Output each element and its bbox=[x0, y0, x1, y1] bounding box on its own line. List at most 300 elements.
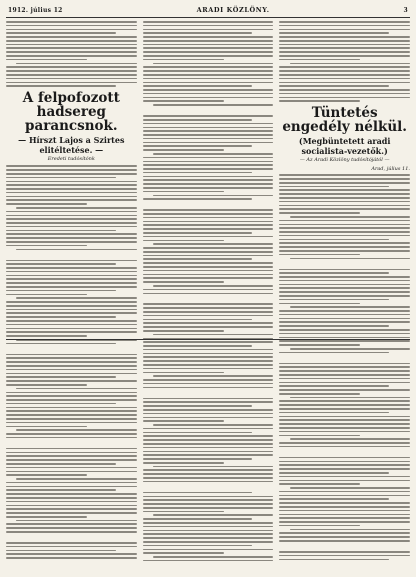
text-line bbox=[16, 297, 136, 299]
text-line bbox=[6, 335, 87, 337]
dateline-tuntetes: Arad, július 11. bbox=[279, 166, 410, 172]
text-line bbox=[143, 119, 253, 121]
text-line bbox=[153, 514, 273, 516]
text-line bbox=[6, 455, 137, 457]
text-line bbox=[143, 417, 274, 419]
text-line bbox=[279, 416, 410, 418]
text-line bbox=[153, 153, 273, 155]
text-line bbox=[6, 380, 137, 382]
text-line bbox=[6, 489, 116, 491]
text-line bbox=[6, 357, 137, 359]
text-line bbox=[16, 63, 136, 65]
text-line bbox=[279, 559, 389, 561]
text-line bbox=[6, 59, 87, 61]
text-line bbox=[143, 97, 274, 99]
text-line bbox=[143, 240, 224, 242]
text-line bbox=[143, 270, 274, 272]
text-line bbox=[6, 527, 137, 529]
text-line bbox=[279, 404, 410, 406]
text-line bbox=[143, 134, 274, 136]
issue-date: 1912. július 12 bbox=[8, 7, 63, 14]
column-left bbox=[6, 21, 137, 561]
text-line bbox=[143, 401, 274, 403]
text-line bbox=[279, 389, 410, 391]
text-line bbox=[6, 271, 137, 273]
text-line bbox=[143, 176, 274, 178]
text-line bbox=[6, 459, 137, 461]
text-line bbox=[6, 448, 137, 450]
text-columns bbox=[6, 21, 410, 561]
text-line bbox=[6, 25, 137, 27]
paragraph-gap bbox=[143, 485, 274, 490]
text-line bbox=[279, 517, 410, 519]
text-line bbox=[279, 295, 410, 297]
text-line bbox=[290, 438, 410, 440]
subheadline-hadsereg: — Hírszt Lajos a Szirtes elitéltetése. — bbox=[6, 135, 137, 155]
text-line bbox=[279, 220, 410, 222]
text-line bbox=[6, 222, 137, 224]
text-line bbox=[143, 454, 274, 456]
text-line bbox=[143, 66, 274, 68]
text-line bbox=[6, 47, 137, 49]
text-line bbox=[279, 212, 360, 214]
paragraph-gap bbox=[279, 544, 410, 549]
article-text-block bbox=[6, 21, 137, 87]
text-line bbox=[6, 410, 137, 412]
text-line bbox=[6, 373, 137, 375]
text-line bbox=[143, 262, 274, 264]
text-line bbox=[6, 486, 137, 488]
text-line bbox=[143, 330, 224, 332]
text-line bbox=[143, 149, 224, 151]
text-line bbox=[279, 423, 410, 425]
text-line bbox=[279, 193, 410, 195]
text-line bbox=[143, 32, 253, 34]
text-line bbox=[143, 93, 274, 95]
text-line bbox=[143, 552, 224, 554]
text-line bbox=[143, 507, 274, 509]
text-line bbox=[143, 533, 274, 535]
text-line bbox=[6, 305, 137, 307]
text-line bbox=[279, 276, 410, 278]
text-line bbox=[6, 74, 137, 76]
text-line bbox=[6, 241, 137, 243]
text-line bbox=[143, 409, 274, 411]
text-line bbox=[143, 127, 274, 129]
text-line bbox=[143, 59, 224, 61]
text-line bbox=[6, 546, 137, 548]
text-line bbox=[143, 368, 274, 370]
text-line bbox=[290, 63, 410, 65]
text-line bbox=[6, 324, 137, 326]
text-line bbox=[6, 263, 116, 265]
paragraph-gap bbox=[6, 441, 137, 446]
text-line bbox=[279, 427, 410, 429]
text-line bbox=[143, 255, 274, 257]
text-line bbox=[279, 510, 410, 512]
text-line bbox=[6, 44, 137, 46]
text-line bbox=[143, 221, 274, 223]
text-line bbox=[279, 186, 389, 188]
text-line bbox=[16, 388, 136, 390]
text-line bbox=[6, 471, 137, 473]
text-line bbox=[279, 525, 360, 527]
text-line bbox=[6, 474, 87, 476]
text-line bbox=[6, 523, 137, 525]
text-line bbox=[153, 285, 273, 287]
text-line bbox=[279, 408, 410, 410]
text-line bbox=[6, 192, 137, 194]
text-line bbox=[6, 331, 137, 333]
text-line bbox=[153, 243, 273, 245]
text-line bbox=[6, 188, 137, 190]
newspaper-page bbox=[6, 6, 410, 565]
newspaper-title: ARADI KÖZLÖNY. bbox=[197, 6, 270, 14]
text-line bbox=[143, 168, 274, 170]
text-line bbox=[143, 258, 253, 260]
text-line bbox=[6, 376, 116, 378]
text-line bbox=[279, 85, 389, 87]
text-line bbox=[290, 216, 410, 218]
text-line bbox=[143, 198, 253, 200]
text-line bbox=[6, 286, 137, 288]
text-line bbox=[6, 51, 137, 53]
text-line bbox=[6, 452, 137, 454]
paragraph-gap bbox=[143, 202, 274, 207]
paragraph-gap bbox=[6, 347, 137, 352]
text-line bbox=[279, 239, 389, 241]
masthead bbox=[6, 6, 410, 18]
text-line bbox=[153, 104, 273, 106]
text-line bbox=[143, 462, 224, 464]
text-line bbox=[143, 451, 274, 453]
text-line bbox=[279, 491, 410, 493]
text-line bbox=[279, 97, 410, 99]
text-line bbox=[143, 247, 274, 249]
text-line bbox=[290, 348, 410, 350]
paragraph-gap bbox=[279, 355, 410, 360]
text-line bbox=[143, 432, 253, 434]
article-text-block bbox=[143, 21, 274, 561]
text-line bbox=[6, 165, 137, 167]
text-line bbox=[143, 481, 274, 483]
text-line bbox=[279, 325, 389, 327]
text-line bbox=[6, 70, 137, 72]
text-line bbox=[143, 161, 274, 163]
text-line bbox=[279, 461, 410, 463]
text-line bbox=[6, 260, 137, 262]
text-line bbox=[6, 237, 137, 239]
text-line bbox=[279, 480, 410, 482]
text-line bbox=[143, 447, 274, 449]
text-line bbox=[6, 218, 137, 220]
text-line bbox=[279, 197, 410, 199]
text-line bbox=[6, 36, 137, 38]
text-line bbox=[153, 466, 273, 468]
paragraph-gap bbox=[143, 296, 274, 301]
text-line bbox=[6, 173, 137, 175]
text-line bbox=[143, 274, 274, 276]
text-line bbox=[143, 511, 224, 513]
text-line bbox=[279, 70, 410, 72]
article-text-block bbox=[279, 174, 410, 561]
text-line bbox=[279, 303, 360, 305]
text-line bbox=[279, 442, 410, 444]
text-line bbox=[6, 531, 137, 533]
text-line bbox=[279, 82, 410, 84]
text-line bbox=[143, 70, 274, 72]
text-line bbox=[6, 85, 116, 87]
text-line bbox=[6, 365, 137, 367]
text-line bbox=[143, 341, 274, 343]
text-line bbox=[279, 435, 360, 437]
text-line bbox=[279, 51, 410, 53]
text-line bbox=[290, 306, 410, 308]
text-line bbox=[143, 251, 274, 253]
text-line bbox=[143, 549, 274, 551]
text-line bbox=[143, 383, 274, 385]
text-line bbox=[143, 236, 274, 238]
text-line bbox=[143, 289, 274, 291]
text-line bbox=[6, 501, 137, 503]
text-line bbox=[279, 59, 360, 61]
text-line bbox=[143, 224, 274, 226]
column-right bbox=[279, 21, 410, 561]
text-line bbox=[143, 496, 274, 498]
text-line bbox=[290, 529, 410, 531]
text-line bbox=[279, 287, 410, 289]
text-line bbox=[279, 412, 389, 414]
text-line bbox=[143, 164, 274, 166]
text-line bbox=[16, 207, 136, 209]
text-line bbox=[6, 203, 87, 205]
text-line bbox=[143, 266, 274, 268]
text-line bbox=[279, 29, 410, 31]
text-line bbox=[143, 413, 274, 415]
text-line bbox=[279, 333, 410, 335]
article-text-block bbox=[279, 21, 410, 102]
text-line bbox=[279, 555, 410, 557]
text-line bbox=[6, 463, 116, 465]
text-line bbox=[6, 316, 116, 318]
text-line bbox=[6, 369, 137, 371]
text-line bbox=[279, 25, 410, 27]
text-line bbox=[143, 315, 274, 317]
text-line bbox=[6, 312, 137, 314]
column-middle bbox=[143, 21, 274, 561]
text-line bbox=[279, 363, 410, 365]
text-line bbox=[279, 250, 410, 252]
text-line bbox=[6, 399, 137, 401]
text-line bbox=[6, 275, 137, 277]
text-line bbox=[143, 522, 274, 524]
text-line bbox=[6, 226, 137, 228]
text-line bbox=[143, 47, 274, 49]
text-line bbox=[16, 429, 136, 431]
paragraph-gap bbox=[143, 390, 274, 395]
text-line bbox=[290, 397, 410, 399]
text-line bbox=[279, 174, 410, 176]
text-line bbox=[279, 208, 410, 210]
text-line bbox=[143, 82, 274, 84]
text-line bbox=[143, 29, 274, 31]
text-line bbox=[279, 89, 410, 91]
text-line bbox=[279, 393, 360, 395]
text-line bbox=[143, 55, 274, 57]
text-line bbox=[16, 478, 136, 480]
text-line bbox=[279, 514, 410, 516]
text-line bbox=[279, 374, 410, 376]
text-line bbox=[6, 422, 137, 424]
text-line bbox=[143, 232, 253, 234]
text-line bbox=[143, 530, 274, 532]
text-line bbox=[143, 503, 274, 505]
text-line bbox=[279, 370, 410, 372]
text-line bbox=[279, 352, 389, 354]
text-line bbox=[143, 420, 224, 422]
text-line bbox=[143, 209, 274, 211]
text-line bbox=[143, 469, 274, 471]
text-line bbox=[6, 553, 137, 555]
paragraph-gap bbox=[143, 108, 274, 113]
byline-tuntetes: — Az Aradi Közlöny tudósítójától — bbox=[279, 157, 410, 163]
text-line bbox=[143, 545, 253, 547]
text-line bbox=[279, 44, 410, 46]
text-line bbox=[143, 44, 274, 46]
text-line bbox=[143, 213, 274, 215]
text-line bbox=[279, 419, 410, 421]
text-line bbox=[6, 392, 137, 394]
text-line bbox=[279, 536, 410, 538]
text-line bbox=[279, 476, 410, 478]
text-line bbox=[143, 443, 274, 445]
text-line bbox=[279, 284, 410, 286]
text-line bbox=[143, 349, 274, 351]
text-line bbox=[279, 385, 389, 387]
text-line bbox=[6, 196, 137, 198]
text-line bbox=[6, 177, 116, 179]
text-line bbox=[279, 521, 410, 523]
paragraph-gap bbox=[279, 261, 410, 266]
text-line bbox=[279, 100, 360, 102]
text-line bbox=[279, 483, 360, 485]
text-line bbox=[143, 130, 274, 132]
text-line bbox=[6, 414, 137, 416]
text-line bbox=[143, 405, 253, 407]
text-line bbox=[279, 366, 410, 368]
text-line bbox=[143, 499, 274, 501]
text-line bbox=[6, 542, 137, 544]
text-line bbox=[279, 201, 410, 203]
text-line bbox=[279, 400, 410, 402]
text-line bbox=[279, 178, 410, 180]
text-line bbox=[143, 322, 274, 324]
text-line bbox=[290, 487, 410, 489]
text-line bbox=[143, 541, 274, 543]
text-line bbox=[153, 63, 273, 65]
text-line bbox=[279, 321, 410, 323]
text-line bbox=[6, 290, 116, 292]
text-line bbox=[6, 301, 137, 303]
text-line bbox=[6, 294, 87, 296]
text-line bbox=[279, 498, 389, 500]
text-line bbox=[279, 205, 410, 207]
text-line bbox=[6, 426, 87, 428]
text-line bbox=[143, 458, 253, 460]
text-line bbox=[6, 467, 137, 469]
text-line bbox=[279, 495, 410, 497]
text-line bbox=[6, 278, 137, 280]
text-line bbox=[143, 123, 274, 125]
text-line bbox=[279, 36, 410, 38]
text-line bbox=[143, 100, 224, 102]
text-line bbox=[143, 326, 274, 328]
text-line bbox=[6, 199, 137, 201]
text-line bbox=[6, 557, 137, 559]
text-line bbox=[6, 66, 137, 68]
text-line bbox=[279, 55, 410, 57]
text-line bbox=[143, 277, 274, 279]
text-line bbox=[279, 93, 410, 95]
text-line bbox=[143, 439, 274, 441]
text-line bbox=[279, 329, 410, 331]
text-line bbox=[6, 508, 137, 510]
text-line bbox=[143, 560, 274, 561]
text-line bbox=[279, 32, 389, 34]
text-line bbox=[279, 21, 410, 23]
text-line bbox=[6, 230, 116, 232]
text-line bbox=[279, 540, 410, 542]
text-line bbox=[6, 407, 137, 409]
text-line bbox=[279, 231, 410, 233]
text-line bbox=[6, 215, 137, 217]
text-line bbox=[6, 267, 137, 269]
headline-hadsereg: A felpofozott hadsereg parancsnok. bbox=[6, 91, 137, 134]
text-line bbox=[143, 85, 253, 87]
text-line bbox=[143, 89, 274, 91]
text-line bbox=[6, 78, 137, 80]
text-line bbox=[6, 493, 137, 495]
page-number: 3 bbox=[404, 7, 408, 14]
text-line bbox=[279, 382, 410, 384]
text-line bbox=[279, 502, 410, 504]
text-line bbox=[143, 281, 224, 283]
text-line bbox=[6, 282, 137, 284]
text-line bbox=[143, 537, 274, 539]
text-line bbox=[143, 518, 253, 520]
text-line bbox=[143, 172, 253, 174]
text-line bbox=[143, 293, 274, 295]
text-line bbox=[143, 526, 274, 528]
text-line bbox=[143, 473, 274, 475]
text-line bbox=[143, 303, 274, 305]
text-line bbox=[279, 431, 410, 433]
text-line bbox=[6, 384, 87, 386]
text-line bbox=[279, 314, 410, 316]
text-line bbox=[143, 492, 253, 494]
text-line bbox=[143, 387, 274, 389]
text-line bbox=[143, 398, 274, 400]
text-line bbox=[279, 189, 410, 191]
text-line bbox=[279, 506, 410, 508]
text-line bbox=[6, 550, 116, 552]
text-line bbox=[6, 395, 137, 397]
text-line bbox=[279, 344, 360, 346]
text-line bbox=[143, 51, 274, 53]
text-line bbox=[143, 228, 274, 230]
text-line bbox=[6, 82, 137, 84]
text-line bbox=[143, 187, 274, 189]
